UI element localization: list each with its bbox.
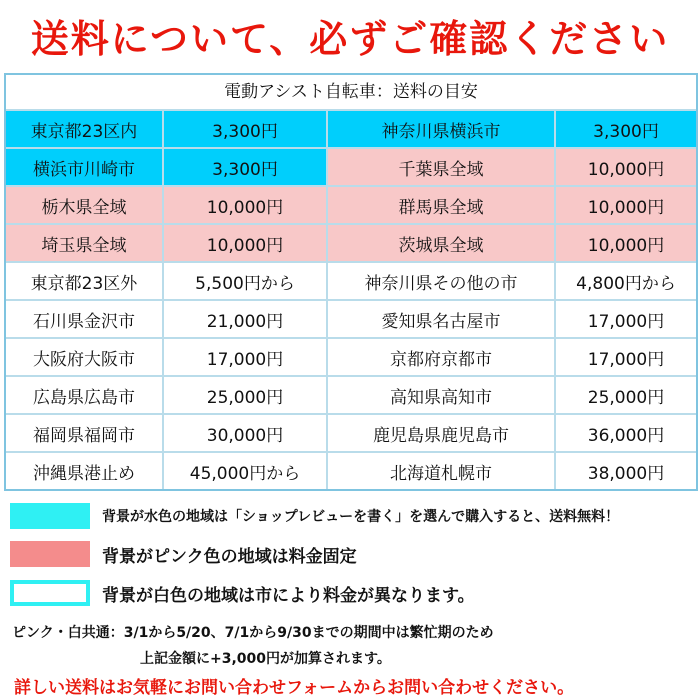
fee-cell: 38,000円	[556, 453, 696, 489]
fee-cell: 3,300円	[164, 149, 328, 185]
region-cell: 群馬県全域	[328, 187, 556, 223]
table-row	[6, 415, 696, 453]
table-row	[6, 339, 696, 377]
region-cell: 京都府京都市	[328, 339, 556, 375]
region-cell: 石川県金沢市	[6, 301, 164, 337]
table-row	[6, 301, 696, 339]
fee-cell: 25,000円	[164, 377, 328, 413]
fee-cell: 17,000円	[556, 301, 696, 337]
fee-cell: 10,000円	[556, 225, 696, 261]
region-cell: 茨城県全域	[328, 225, 556, 261]
table-row	[6, 111, 696, 149]
legend-blue-text: 背景が水色の地域は「ショップレビューを書く」を選んで購入すると、送料無料！	[102, 509, 620, 525]
fee-cell: 45,000円から	[164, 453, 328, 489]
pink-swatch	[10, 541, 90, 567]
region-cell: 沖縄県港止め	[6, 453, 164, 489]
fee-cell: 10,000円	[556, 187, 696, 223]
region-cell: 北海道札幌市	[328, 453, 556, 489]
legend-white	[10, 580, 475, 606]
region-cell: 東京都23区内	[6, 111, 164, 147]
region-cell: 鹿児島県鹿児島市	[328, 415, 556, 451]
fee-cell: 25,000円	[556, 377, 696, 413]
fee-cell: 4,800円から	[556, 263, 696, 299]
page-title: 送料について、必ずご確認ください	[30, 17, 670, 61]
busy-season-surcharge: 上記金額に+3,000円が加算されます。	[140, 651, 391, 667]
fee-cell: 3,300円	[164, 111, 328, 147]
fee-cell: 30,000円	[164, 415, 328, 451]
region-cell: 東京都23区外	[6, 263, 164, 299]
region-cell: 埼玉県全域	[6, 225, 164, 261]
table-row	[6, 453, 696, 489]
table-body	[6, 111, 696, 489]
fee-cell: 10,000円	[556, 149, 696, 185]
region-cell: 福岡県福岡市	[6, 415, 164, 451]
busy-season-note: ピンク・白共通：3/1から5/20、7/1から9/30までの期間中は繁忙期のため	[12, 625, 494, 641]
table-row	[6, 225, 696, 263]
fee-cell: 17,000円	[164, 339, 328, 375]
white-swatch	[10, 580, 90, 606]
region-cell: 千葉県全域	[328, 149, 556, 185]
legend-pink	[10, 541, 357, 567]
fee-cell: 3,300円	[556, 111, 696, 147]
region-cell: 神奈川県横浜市	[328, 111, 556, 147]
fee-cell: 5,500円から	[164, 263, 328, 299]
region-cell: 栃木県全域	[6, 187, 164, 223]
legend-blue	[10, 503, 619, 529]
legend-pink-text: 背景がピンク色の地域は料金固定	[102, 546, 357, 567]
fee-cell: 21,000円	[164, 301, 328, 337]
fee-cell: 10,000円	[164, 225, 328, 261]
region-cell: 広島県広島市	[6, 377, 164, 413]
fee-cell: 36,000円	[556, 415, 696, 451]
table-row	[6, 377, 696, 415]
region-cell: 神奈川県その他の市	[328, 263, 556, 299]
blue-swatch	[10, 503, 90, 529]
table-header: 電動アシスト自転車：送料の目安	[6, 75, 696, 111]
region-cell: 高知県高知市	[328, 377, 556, 413]
shipping-fee-table	[4, 73, 698, 491]
fee-cell: 17,000円	[556, 339, 696, 375]
fee-cell: 10,000円	[164, 187, 328, 223]
table-row	[6, 187, 696, 225]
legend-white-text: 背景が白色の地域は市により料金が異なります。	[102, 585, 475, 606]
region-cell: 愛知県名古屋市	[328, 301, 556, 337]
table-row	[6, 263, 696, 301]
table-row	[6, 149, 696, 187]
region-cell: 横浜市川崎市	[6, 149, 164, 185]
contact-note: 詳しい送料はお気軽にお問い合わせフォームからお問い合わせください。	[14, 678, 575, 698]
region-cell: 大阪府大阪市	[6, 339, 164, 375]
